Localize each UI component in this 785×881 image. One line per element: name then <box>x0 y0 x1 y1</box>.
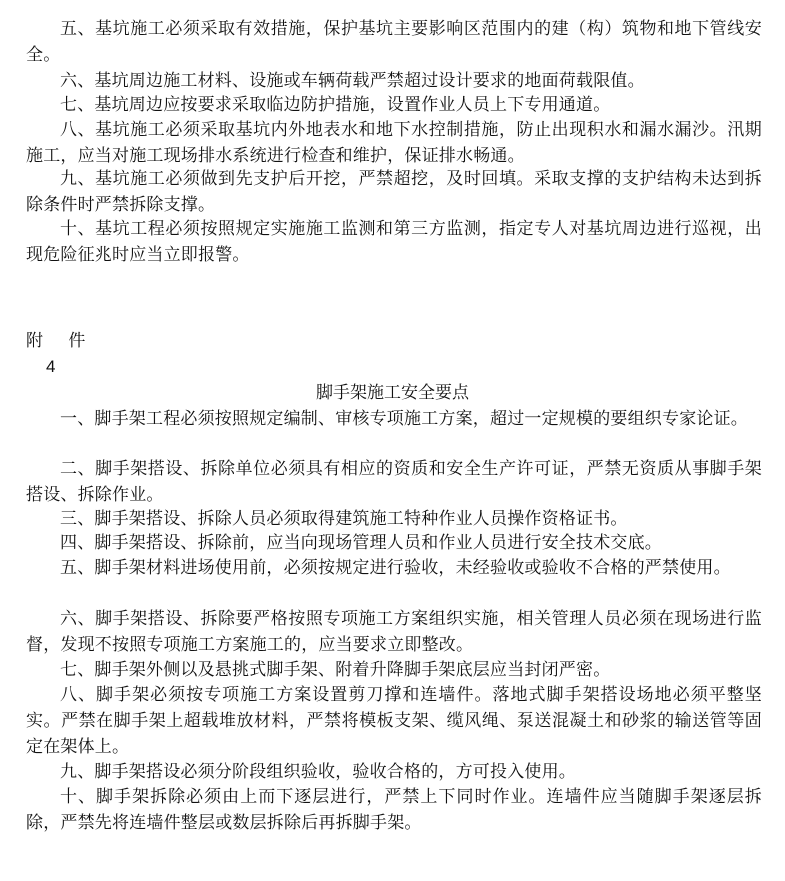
paragraph-scaffold-10: 十、脚手架拆除必须由上而下逐层进行，严禁上下同时作业。连墙件应当随脚手架逐层拆除，严禁先将连墙件整层或数层拆除后再拆脚手架。 <box>26 787 762 833</box>
attachment-number: 4 <box>46 357 56 376</box>
section-title: 脚手架施工安全要点 <box>316 383 469 403</box>
paragraph-scaffold-6: 六、脚手架搭设、拆除要严格按照专项施工方案组织实施，相关管理人员必须在现场进行监督，发现不按照专项施工方案施工的，应当要求立即整改。 <box>26 609 762 655</box>
paragraph-foundation-6: 六、基坑周边施工材料、设施或车辆荷载严禁超过设计要求的地面荷载限值。 <box>60 71 645 91</box>
paragraph-foundation-7: 七、基坑周边应按要求采取临边防护措施，设置作业人员上下专用通道。 <box>60 95 611 115</box>
paragraph-scaffold-4: 四、脚手架搭设、拆除前，应当向现场管理人员和作业人员进行安全技术交底。 <box>60 533 662 553</box>
paragraph-foundation-9: 九、基坑施工必须做到先支护后开挖，严禁超挖，及时回填。采取支撑的支护结构未达到拆除条件时严禁拆除支撑。 <box>26 169 762 215</box>
paragraph-foundation-10: 十、基坑工程必须按照规定实施施工监测和第三方监测，指定专人对基坑周边进行巡视，出现危险征兆时应当立即报警。 <box>26 219 762 265</box>
paragraph-scaffold-1: 一、脚手架工程必须按照规定编制、审核专项施工方案，超过一定规模的要组织专家论证。 <box>60 409 748 429</box>
paragraph-scaffold-3: 三、脚手架搭设、拆除人员必须取得建筑施工特种作业人员操作资格证书。 <box>60 509 628 529</box>
paragraph-scaffold-8: 八、脚手架必须按专项施工方案设置剪刀撑和连墙件。落地式脚手架搭设场地必须平整坚实。严禁在脚手架上超载堆放材料，严禁将模板支架、缆风绳、泵送混凝土和砂浆的输送管等固定在架体上。 <box>26 685 762 757</box>
paragraph-scaffold-9: 九、脚手架搭设必须分阶段组织验收，验收合格的，方可投入使用。 <box>60 762 576 782</box>
paragraph-scaffold-2: 二、脚手架搭设、拆除单位必须具有相应的资质和安全生产许可证，严禁无资质从事脚手架搭设、拆除作业。 <box>26 459 762 505</box>
attachment-label: 附 件 <box>26 331 96 351</box>
paragraph-foundation-5: 五、基坑施工必须采取有效措施，保护基坑主要影响区范围内的建（构）筑物和地下管线安全。 <box>26 19 762 65</box>
paragraph-foundation-8: 八、基坑施工必须采取基坑内外地表水和地下水控制措施，防止出现积水和漏水漏沙。汛期施工，应当对施工现场排水系统进行检查和维护，保证排水畅通。 <box>26 120 762 166</box>
paragraph-scaffold-7: 七、脚手架外侧以及悬挑式脚手架、附着升降脚手架底层应当封闭严密。 <box>60 660 611 680</box>
paragraph-scaffold-5: 五、脚手架材料进场使用前，必须按规定进行验收，未经验收或验收不合格的严禁使用。 <box>60 558 731 578</box>
